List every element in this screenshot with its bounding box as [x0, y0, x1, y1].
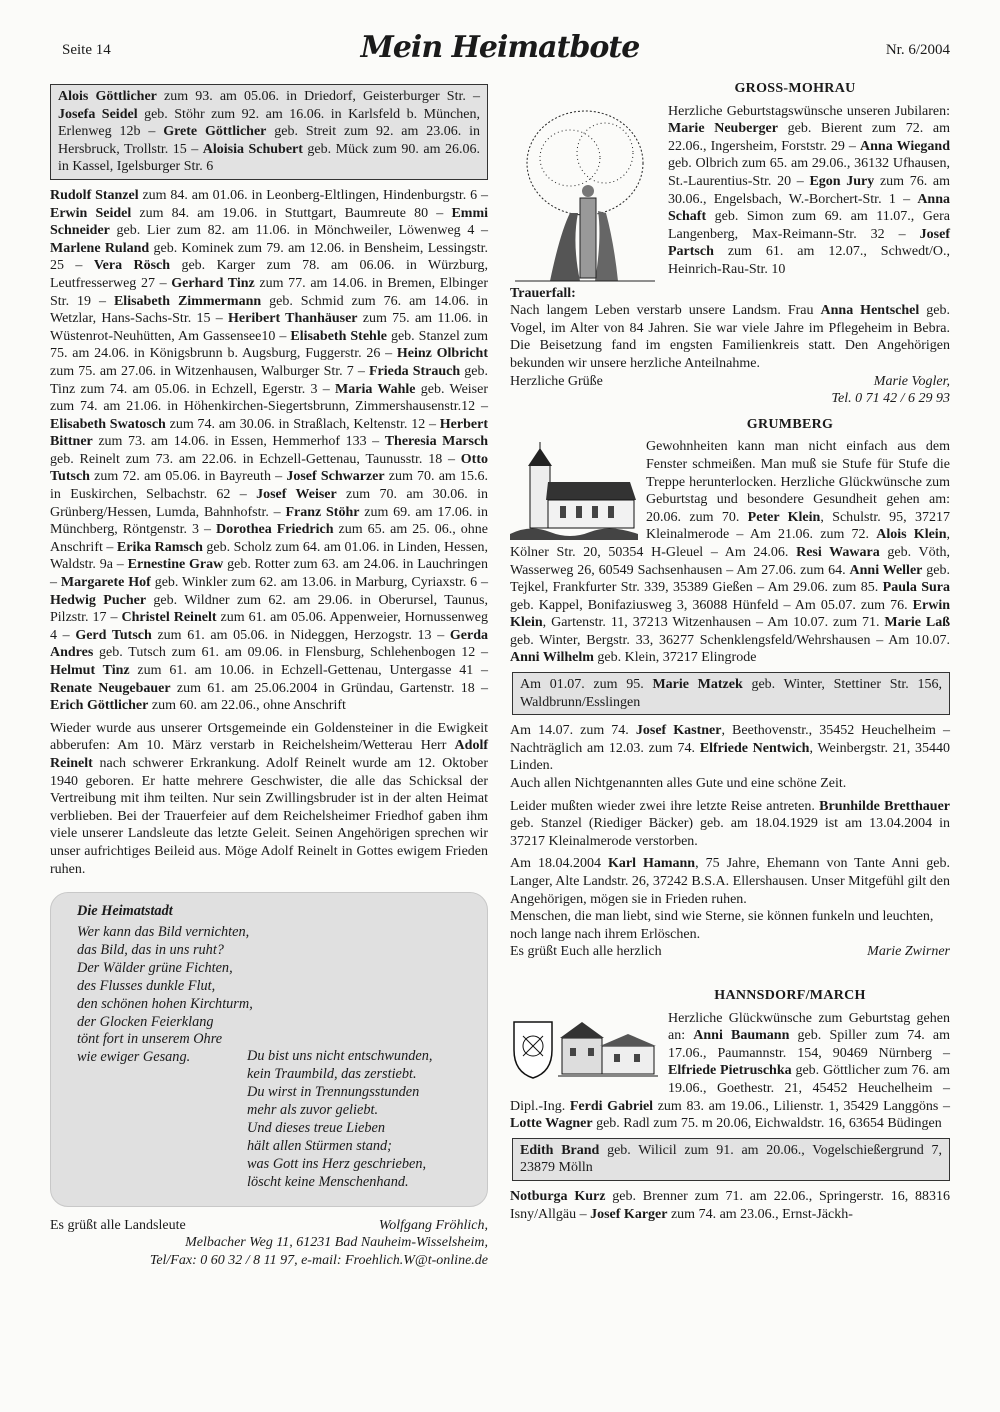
bold-name: Aloisia Schubert: [202, 141, 303, 157]
bold-name: Anni Weller: [849, 562, 923, 578]
poem-line: mehr als zuvor geliebt.: [247, 1102, 379, 1118]
bold-name: Vera Rösch: [93, 258, 171, 274]
bold-name: Anni Wilhelm: [510, 650, 594, 666]
section-title-gross-mohrau: GROSS-MOHRAU: [734, 81, 856, 96]
bold-name: Rudolf Stanzel: [50, 187, 139, 203]
bold-name: Elisabeth Stehle: [290, 328, 387, 344]
bold-name: Karl Hamann: [607, 856, 696, 872]
bold-name: Renate Neugebauer: [50, 680, 171, 696]
birthday-box-top: [50, 84, 488, 180]
right-column: [510, 80, 950, 1228]
poem-line: Der Wälder grüne Fichten,: [77, 959, 233, 976]
bold-name: Hedwig Pucher: [50, 592, 147, 608]
bold-name: Adolf Reinelt: [50, 738, 488, 771]
bold-name: Gerd Tutsch: [75, 627, 152, 643]
birthday-list: Rudolf Stanzel zum 84. am 01.06. in Leonberg-Eltlingen, Hindenburgstr. 6 – Erwin Seidel zum 84. am 19.06. in Stuttgart, Baumreute 80 – Emmi Schneider geb. Lier zum 82. am 11.06. in Mönchweiler, Löwenweg 4 – Marlene Ruland geb. Kominek zum 79. am 12.06. in Bensheim, Lessingstr. 25 – Vera Rösch geb. Karger zum 78. am 06.06. in Würzburg, Leutfresserweg 27 – Gerhard Tinz zum 77. am 14.06. in Bremen, Elbinger Str. 19 – Elisabeth Zimmermann geb. Schmid zum 76. am 14.06. in Wetzlar, Hans-Sachs-Str. 15 – Heribert Thanhäuser zum 75. am 11.06. in Wüstenrot-Neuhütten, Am Gassensee10 – Elisabeth Stehle geb. Stanzel zum 75. am 24.06. in Königsbrunn b. Augsburg, Fuggerstr. 26 – Heinz Olbricht zum 75. am 27.06. in Witzenhausen, Walburger Str. 7 – Frieda Strauch geb. Tinz zum 74. am 05.06. in Echzell, Egerstr. 3 – Maria Wahle geb. Weiser zum 74. am 21.06. in Höhenkirchen-Siegertsbrunn, Zimmershausenstr.12 – Elisabeth Swatosch zum 74. am 30.06. in Straßlach, Keltenstr. 12 – Herbert Bittner zum 73. am 14.06. in Essen, Hemmerhof 133 – Theresia Marsch geb. Reinelt zum 73. am 22.06. in Echzell-Gettenau, Taunusstr. 18 – Otto Tutsch zum 72. am 05.06. in Bayreuth – Josef Schwarzer zum 70. am 15.6. in Euskirchen, Selbachstr. 62 – Josef Weiser zum 70. am 30.06. in Grünberg/Hessen, Lumda, Bahnhofstr. – Franz Stöhr zum 69. am 17.06. in Münchberg, Röntgenstr. 3 – Dorothea Friedrich zum 65. am 25. 06., ohne Anschrift – Erika Ramsch geb. Scholz zum 64. am 01.06. in Linden, Hessen, Waldstr. 9a – Ernestine Graw geb. Rotter zum 63. am 24.06. in Lauchringen – Margarete Hof geb. Winkler zum 62. am 13.06. in Marburg, Cyriaxstr. 6 – Hedwig Pucher geb. Wildner zum 62. am 29.06. in Oberursel, Taunus, Pilzstr. 17 – Christel Reinelt zum 61. am 05.06. Appenweier, Hornussenweg 4 – Gerd Tutsch zum 61. am 05.06. in Nideggen, Herzogstr. 13 – Gerda Andres geb. Tutsch zum 61. am 09.06. in Flensburg, Schlehenbogen 12 – Helmut Tinz zum 61. am 10.06. in Echzell-Gettenau, Untergasse 41 – Renate Neugebauer zum 61. am 25.06.2004 in Gründau, Gartenstr. 18 – Erich Göttlicher zum 60. am 22.06., ohne Anschrift: [50, 187, 489, 714]
bold-name: Marie Neuberger: [668, 121, 778, 137]
grumberg-late-birthdays: Am 14.07. zum 74. Josef Kastner, Beethovenstr., 35452 Heuchelheim – Nachträglich am 12.03. zum 74. Elfriede Nentwich, Weinbergstr. 21, 35440 Linden.: [510, 723, 950, 774]
bold-name: Elfriede Pietruschka: [668, 1063, 792, 1079]
trauer-label: Trauerfall:: [510, 285, 576, 301]
bold-name: Alois Klein: [876, 527, 947, 543]
bold-name: Theresia Marsch: [384, 434, 488, 450]
grumberg-quote: Menschen, die man liebt, sind wie Sterne, sie können funkeln und leuchten, noch lange nach ihrem Erlöschen.: [510, 909, 934, 942]
hannsdorf-box: Edith Brand geb. Wilicil zum 91. am 20.06., Vogelschießergrund 7, 23879 Mölln: [512, 1138, 950, 1181]
bold-name: Alois Göttlicher: [58, 89, 157, 104]
bold-name: Josef Weiser: [256, 487, 337, 503]
grumberg-hamann: Am 18.04.2004 Karl Hamann, 75 Jahre, Ehemann von Tante Anni geb. Langer, Alte Landstr. 26, 37242 B.S.A. Ellershausen. Unser Mitgefühl gilt den Angehörigen, mögen sie in Frieden ruhen.: [510, 856, 950, 907]
bold-name: Marie Laß: [884, 615, 950, 631]
closing-contact: Tel/Fax: 0 60 32 / 8 11 97, e-mail: Froehlich.W@t-online.de: [149, 1252, 488, 1268]
poem-line: was Gott ins Herz geschrieben,: [247, 1155, 427, 1172]
bold-name: Otto Tutsch: [50, 451, 488, 485]
bold-name: Notburga Kurz: [510, 1188, 606, 1204]
poem-line: Und dieses treue Lieben: [247, 1119, 386, 1136]
grumberg-box: Am 01.07. zum 95. Marie Matzek geb. Winter, Stettiner Str. 156, Waldbrunn/Esslingen: [512, 672, 950, 715]
bold-name: Paula Sura: [882, 580, 950, 596]
bold-name: Grete Göttlicher: [163, 124, 267, 140]
poem-line: hält allen Stürmen stand;: [247, 1137, 392, 1154]
bold-name: Ernestine Graw: [127, 557, 224, 573]
poem-stanza-2: [247, 1048, 467, 1191]
grumberg-deaths: Leider mußten wieder zwei ihre letzte Reise antreten. Brunhilde Bretthauer geb. Stanzel (Riediger Bäcker) geb. am 18.04.1929 ist am 13.04.2004 in 37217 Kleinalmerode verstorben.: [510, 798, 950, 849]
bold-name: Herbert Bittner: [50, 416, 488, 450]
grumberg-greeting: Es grüßt Euch alle herzlich: [510, 944, 662, 960]
gross-mohrau-birthdays: Herzliche Geburtstagswünsche unseren Jubilaren: Marie Neuberger geb. Bierent zum 72. am 22.06., Ingersheim, Forststr. 29 – Anna Wiegand geb. Olbrich zum 65. am 29.06., 36132 Ufhausen, St.-Laurentius-Str. 20 – Egon Jury zum 76. am 30.06., Engelsbach, W.-Borchert-Str. 1 – Anna Schaft geb. Simon zum 69. am 11.07., Gera Langenberg, Max-Reimann-Str. 32 – Josef Partsch zum 61. am 12.07., Schwedt/O., Heinrich-Rau-Str. 10: [668, 103, 951, 277]
gross-mohrau-phone: Tel. 0 71 42 / 6 29 93: [831, 391, 950, 407]
bold-name: Elisabeth Zimmermann: [113, 293, 262, 309]
bold-name: Marie Matzek: [652, 677, 743, 693]
bold-name: Franz Stöhr: [285, 504, 360, 520]
gross-mohrau-signer: Marie Vogler,: [873, 373, 950, 389]
bold-name: Anni Baumann: [693, 1028, 790, 1044]
poem-line: tönt fort in unserem Ohre: [77, 1031, 223, 1048]
section-title-hannsdorf: HANNSDORF/MARCH: [714, 987, 866, 1003]
gross-mohrau-signature: [510, 373, 950, 391]
bold-name: Ferdi Gabriel: [569, 1098, 654, 1114]
bold-name: Marlene Ruland: [50, 240, 150, 256]
grumberg-wishes: Auch allen Nichtgenannten alles Gute und eine schöne Zeit.: [510, 776, 847, 792]
bold-name: Josefa Seidel: [58, 106, 138, 122]
bold-name: Heribert Thanhäuser: [228, 311, 358, 327]
closing-signature: [50, 1217, 488, 1235]
closing-address: Melbacher Weg 11, 61231 Bad Nauheim-Wisselsheim,: [185, 1235, 488, 1251]
church-icon: [510, 442, 638, 540]
bold-name: Peter Klein: [747, 509, 821, 525]
bold-name: Margarete Hof: [60, 575, 151, 591]
bold-name: Elisabeth Swatosch: [50, 416, 166, 432]
poem-line: Du bist uns nicht entschwunden,: [247, 1048, 433, 1065]
bold-name: Erika Ramsch: [116, 539, 203, 555]
poem-line: das Bild, das in uns ruht?: [77, 941, 224, 958]
page-label: Seite 14: [62, 42, 111, 58]
poem-line: Du wirst in Trennungsstunden: [247, 1084, 420, 1101]
poem-stanza-1: [77, 924, 467, 1067]
tree-monument-icon: [510, 103, 660, 285]
hannsdorf-more-birthdays: Notburga Kurz geb. Brenner zum 71. am 22.06., Springerstr. 16, 88316 Isny/Allgäu – Josef Karger zum 74. am 23.06., Ernst-Jäckh-: [510, 1188, 950, 1222]
hannsdorf-birthdays: Herzliche Glückwünsche zum Geburtstag gehen an: Anni Baumann geb. Spiller zum 74. am 17.06., Paumannstr. 154, 90469 Nürnberg – Elfriede Pietruschka geb. Göttlicher zum 76. am 19.06., Goethestr. 21, 45452 Heuchelheim – Dipl.-Ing. Ferdi Gabriel zum 83. am 19.06., Lilienstr. 1, 35429 Langgöns – Lotte Wagner geb. Radl zum 75. m 20.06, Eichwaldstr. 16, 63654 Büdingen: [510, 1010, 950, 1132]
bold-name: Anna Schaft: [668, 191, 950, 225]
section-title-grumberg: GRUMBERG: [746, 416, 834, 432]
obituary-paragraph: Wieder wurde aus unserer Ortsgemeinde ein Goldensteiner in die Ewigkeit abberufen: Am 10. März verstarb in Reichelsheim/Wetterau Herr Adolf Reinelt nach schwerer Erkrankung. Adolf Reinelt wurde am 12. Oktober 1940 geboren. Er hatte mehrere Geschwister, die alle das Schicksal der Vertreibung mit ihm teilten. Nur sein Zwillingsbruder ist in der alten Heimat verblieben. Bei der Trauerfeier auf dem Reichelsheimer Friedhof gaben ihm viele unserer Landsleute das letzte Geleit. Seinen Angehörigen sprechen wir unser aufrichtiges Beileid aus. Möge Adolf Reinelt in Gottes ewigem Frieden ruhen.: [50, 720, 488, 877]
bold-name: Emmi Schneider: [50, 205, 488, 239]
bold-name: Gerhard Tinz: [171, 275, 255, 291]
poem-line: der Glocken Feierklang: [77, 1013, 214, 1030]
poem-line: den schönen hohen Kirchturm,: [77, 995, 253, 1012]
bold-name: Frieda Strauch: [368, 363, 461, 379]
closing-name: Wolfgang Fröhlich,: [378, 1217, 488, 1233]
bold-name: Maria Wahle: [335, 381, 416, 397]
bold-name: Brunhilde Bretthauer: [819, 798, 950, 814]
bold-name: Josef Kastner: [635, 723, 722, 739]
trauer-text: Nach langem Leben verstarb unsere Landsm. Frau Anna Hentschel geb. Vogel, im Alter von 84 Jahren. Sie war viele Jahre im Pflegeheim in Bebra. Die Beisetzung fand im engsten Familienkreis statt. Den Angehörigen bekunden wir unsere herzliche Anteilnahme.: [510, 303, 950, 371]
poem-line: löscht keine Menschenhand.: [247, 1173, 409, 1190]
grumberg-signer: Marie Zwirner: [867, 944, 950, 960]
bold-name: Josef Karger: [590, 1206, 668, 1222]
poem-line: kein Traumbild, das zerstiebt.: [247, 1066, 417, 1083]
bold-name: Heinz Olbricht: [396, 346, 488, 362]
bold-name: Josef Schwarzer: [286, 469, 385, 485]
poem-box: [50, 892, 488, 1206]
poem-line: wie ewiger Gesang.: [77, 1049, 191, 1066]
closing-greeting: Es grüßt alle Landsleute: [50, 1217, 186, 1233]
bold-name: Egon Jury: [809, 173, 875, 189]
bold-name: Josef Partsch: [668, 226, 950, 260]
bold-name: Edith Brand: [520, 1142, 600, 1158]
bold-name: Lotte Wagner: [510, 1116, 593, 1132]
bold-name: Dorothea Friedrich: [216, 522, 334, 538]
bold-name: Erich Göttlicher: [50, 698, 149, 714]
bold-name: Elfriede Nentwich: [699, 740, 810, 756]
gross-mohrau-greeting: Herzliche Grüße: [510, 373, 603, 389]
grumberg-signature: [510, 943, 950, 961]
masthead-logo: Mein Heimatbote: [360, 30, 640, 65]
bold-name: Anna Wiegand: [860, 138, 950, 154]
birthday-box-text: Alois Göttlicher zum 93. am 05.06. in Driedorf, Geisterburger Str. – Josefa Seidel geb. Stöhr zum 92. am 16.06. in Karlsfeld b. München, Erlenweg 12b – Grete Göttlicher geb. Streit zum 92. am 23.06. in Hersbruck, Trollstr. 15 – Aloisia Schubert geb. Mück zum 90. am 26.06. in Kassel, Igelsburger Str. 6: [58, 89, 480, 175]
left-column: [50, 84, 488, 1269]
town-coat-of-arms-icon: [510, 1016, 660, 1082]
bold-name: Christel Reinelt: [121, 610, 217, 626]
bold-name: Helmut Tinz: [50, 663, 130, 678]
bold-name: Gerda Andres: [50, 627, 488, 661]
poem-line: Wer kann das Bild vernichten,: [77, 924, 250, 941]
bold-name: Erwin Seidel: [50, 205, 132, 221]
poem-line: des Flusses dunkle Flut,: [77, 977, 216, 994]
bold-name: Resi Wawara: [796, 544, 880, 560]
issue-number: Nr. 6/2004: [885, 42, 950, 58]
bold-name: Anna Hentschel: [820, 303, 920, 319]
bold-name: Erwin Klein: [510, 597, 950, 631]
poem-title: Die Heimatstadt: [77, 903, 173, 920]
grumberg-birthdays: Gewohnheiten kann man nicht einfach aus dem Fenster schmeißen. Man muß sie Stufe für Stufe die Treppe herunterlocken. Herzliche Glückwünsche zum Geburtstag und besondere Gesundheit gehen am: 20.06. zum 70. Peter Klein, Schulstr. 95, 37217 Kleinalmerode – Am 21.06. zum 72. Alois Klein, Kölner Str. 20, 50354 H-Gleuel – Am 24.06. Resi Wawara geb. Vöth, Wasserweg 26, 60549 Sachsenhausen – Am 27.06. zum 64. Anni Weller geb. Tejkel, Frankfurter Str. 339, 35389 Gießen – Am 29.06. zum 85. Paula Sura geb. Kappel, Bonifaziusweg 3, 36088 Hünfeld – Am 05.07. zum 76. Erwin Klein, Gartenstr. 11, 37213 Witzenhausen – Am 10.07. zum 71. Marie Laß geb. Winter, Bergstr. 33, 36277 Schenklengsfeld/Wehrshausen – Am 10.07. Anni Wilhelm geb. Klein, 37217 Elingrode: [510, 439, 950, 666]
